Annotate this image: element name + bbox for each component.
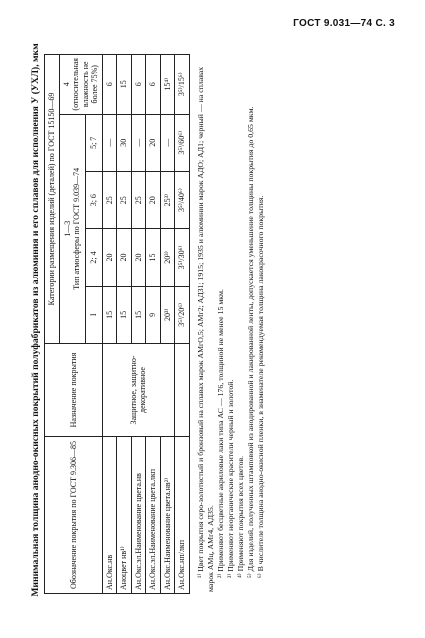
table-row [131, 55, 146, 594]
value-cell: 20 [117, 229, 132, 286]
value-cell: 15 [146, 229, 161, 286]
value-cell: 3⁵⁾/20⁶⁾ [175, 286, 190, 343]
value-cell: 6 [131, 55, 146, 115]
row-label: Ан.Окс.эл.Наименование цвета.лкп [146, 437, 161, 594]
category-1-3-label: 1—3 [62, 220, 72, 237]
value-cell: 25 [131, 172, 146, 229]
value-cell: 30 [117, 114, 132, 171]
table-row [102, 55, 117, 594]
table-row [160, 55, 175, 594]
value-cell: 15 [117, 55, 132, 115]
atm-type-3-6: 3; 6 [86, 172, 102, 229]
footnote: ²⁾ Применяют бесцветные акриловые лаки типа АС — 176, толщиной не менее 15 мкм. [215, 289, 225, 578]
table-row [146, 55, 161, 594]
page-header: ГОСТ 9.031—74 С. 3 [293, 18, 395, 29]
purpose-cell: Защитное, защитно-декоративное [102, 344, 175, 437]
value-cell: — [160, 114, 175, 171]
value-cell: 20 [131, 229, 146, 286]
row-label: Ан.Окс.Наименование цвета.нв²⁾ [160, 437, 175, 594]
value-cell: 15⁴⁾ [160, 55, 175, 115]
value-cell: 3⁵⁾/30⁶⁾ [175, 229, 190, 286]
value-cell: — [102, 114, 117, 171]
value-cell: 25³⁾ [160, 172, 175, 229]
value-cell: 15 [131, 286, 146, 343]
col-purpose-header: Назначение покрытия [45, 344, 103, 437]
atm-type-1: I [86, 286, 102, 343]
table-row [117, 55, 132, 594]
footnote: ³⁾ Применяют неорганические красители черный и золотой. [225, 379, 235, 578]
value-cell: 6 [146, 55, 161, 115]
value-cell: 20 [146, 172, 161, 229]
value-cell: 25 [117, 172, 132, 229]
col-designation-header: Обозначение покрытия по ГОСТ 9.306—85 [45, 437, 103, 594]
value-cell: 6 [102, 55, 117, 115]
footnote: ⁴⁾ Применяют покрытия всех цветов. [235, 455, 245, 578]
row-label: Ан.Окс.эл.Наименование цвета.нв [131, 437, 146, 594]
value-cell: 20 [102, 229, 117, 286]
footnote: ⁵⁾ Для изделий, полученных штамповкой из анодированной и лакированной ленты, допускается уменьшение толщины покрытия до 0,65 мкм. [245, 106, 255, 578]
value-cell: 9 [146, 286, 161, 343]
table-row [175, 55, 190, 594]
footnote: ⁶⁾ В числителе толщина анодно-окисной пленки, в знаменателе рекомендуемая толщина лакокрасочного покрытия. [255, 195, 265, 578]
atmosphere-type-label: Тип атмосферы по ГОСТ 9.039—74 [72, 167, 82, 290]
value-cell: 3⁵⁾/15⁶⁾ [175, 55, 190, 115]
row-label: Аноцвет нв¹⁾ [117, 437, 132, 594]
atm-type-2-4: 2; 4 [86, 229, 102, 286]
value-cell: 20³⁾ [160, 229, 175, 286]
value-cell: 15 [102, 286, 117, 343]
footnote: ¹⁾ Цвет покрытия серо-золотистый и бронзовый на сплавах марок АМгО,5; АМг2; АД31; 1915; 1935 и алюминии марок АДО; АД1; черный — на сплавах марок АМц, АМг4, АД35. [195, 66, 215, 592]
value-cell: 20 [146, 114, 161, 171]
value-cell: 20³⁾ [160, 286, 175, 343]
row-label: Ан.Окс.нп/лкп [175, 437, 190, 594]
value-cell: 3⁵⁾/40⁶⁾ [175, 172, 190, 229]
col-category-header: Категории размещения изделий (деталей) по ГОСТ 15150—69 [45, 55, 60, 344]
value-cell: 25 [102, 172, 117, 229]
coating-thickness-table [44, 54, 190, 594]
atm-type-5-7: 5; 7 [86, 114, 102, 171]
value-cell: — [131, 114, 146, 171]
value-cell: 15 [117, 286, 132, 343]
row-label: Ан.Окс.нв [102, 437, 117, 594]
empty-purpose-cell [175, 344, 190, 437]
footnotes [196, 60, 266, 592]
rotated-table-block [30, 40, 390, 600]
table-header-row [45, 55, 60, 594]
col-category-4: 4 (относительная влажность не более 75%) [59, 55, 102, 115]
value-cell: 3⁵⁾/60⁶⁾ [175, 114, 190, 171]
col-category-1-3 [59, 114, 86, 343]
table-title: Минимальная толщина анодно-окисных покрытий полуфабрикатов из алюминия и его сплавов для исполнения У (УХЛ), мкм [30, 43, 41, 597]
